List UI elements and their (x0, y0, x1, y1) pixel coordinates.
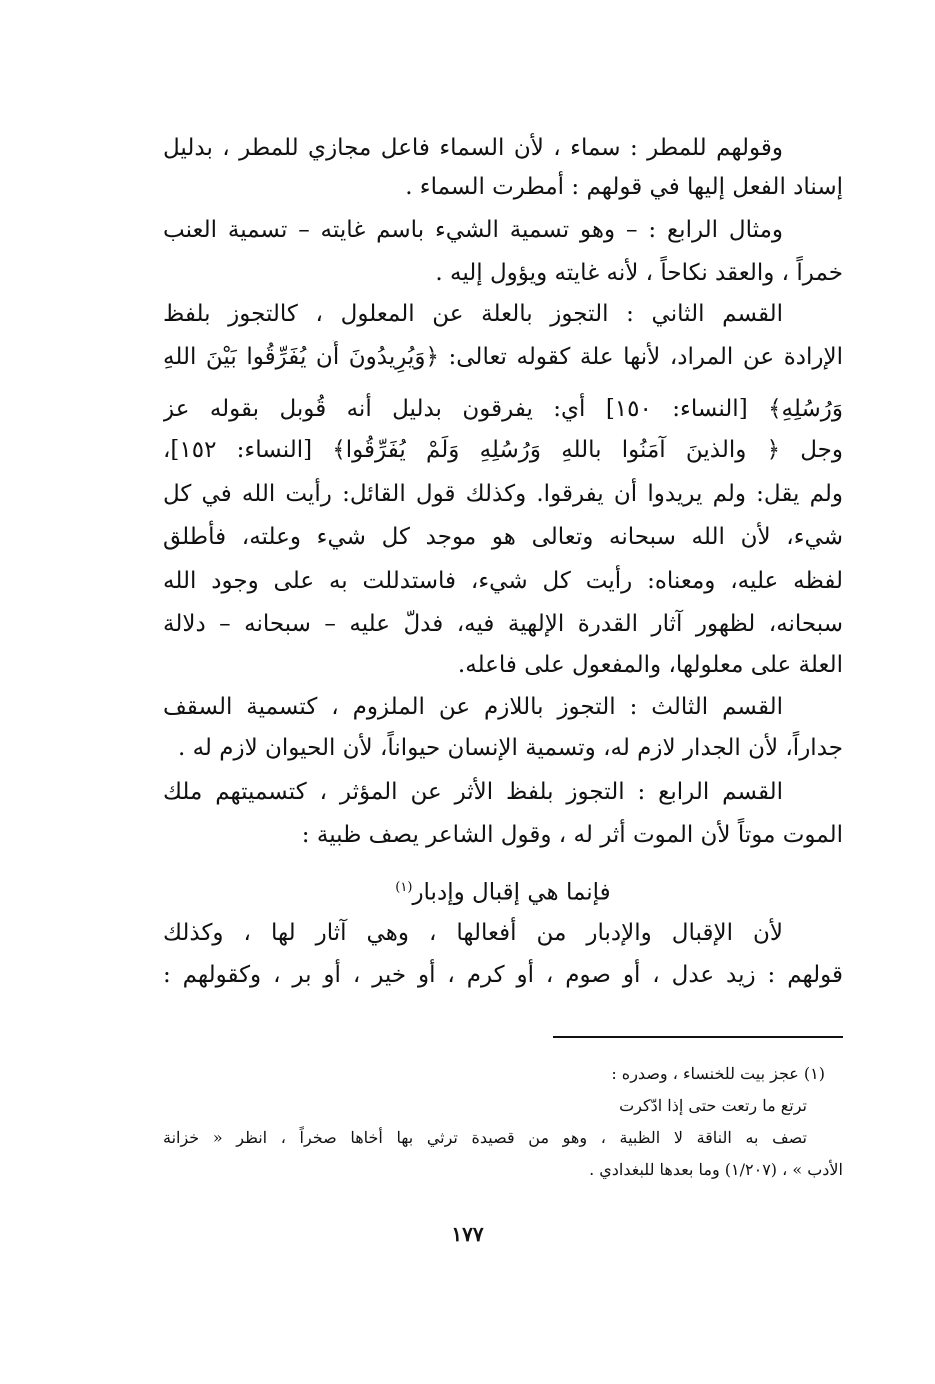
paragraph-line: العلة على معلولها، والمفعول على فاعله. (457, 652, 843, 678)
paragraph-line: وجل ﴿ والذينَ آمَنُوا باللهِ وَرُسُلِهِ وَلَمْ يُفَرِّقُوا﴾ [النساء: ١٥٢]، (163, 437, 843, 463)
footnote-line: (١) عجز بيت للخنساء ، وصدره : (611, 1064, 825, 1083)
footnote-line: الأدب » ، (١/٢٠٧) وما بعدها للبغدادي . (589, 1160, 843, 1179)
paragraph-line: سبحانه، لظهور آثار القدرة الإلهية فيه، فدلّ عليه – سبحانه – دلالة (163, 611, 843, 637)
footnote-line: تصف به الناقة لا الظبية ، وهو من قصيدة ترثي بها أخاها صخراً ، انظر « خزانة (163, 1128, 807, 1147)
paragraph-line: القسم الثاني : التجوز بالعلة عن المعلول ، كالتجوز بلفظ (163, 301, 783, 327)
paragraph-line: إسناد الفعل إليها في قولهم : أمطرت السماء . (405, 174, 843, 200)
paragraph-line: جداراً، لأن الجدار لازم له، وتسمية الإنسان حيواناً، لأن الحيوان لازم له . (177, 735, 843, 761)
paragraph-line: ولم يقل: ولم يريدوا أن يفرقوا. وكذلك قول القائل: رأيت الله في كل (163, 481, 843, 507)
paragraph-line: شيء، لأن الله سبحانه وتعالى هو موجد كل شيء وعلته، فأطلق (163, 524, 843, 550)
paragraph-line: الموت موتاً لأن الموت أثر له ، وقول الشاعر يصف ظبية : (301, 822, 843, 848)
paragraph-line: وَرُسُلِهِ﴾ [النساء: ١٥٠] أي: يفرقون بدليل أنه قُوبل بقوله عز (163, 396, 843, 422)
paragraph-line: القسم الرابع : التجوز بلفظ الأثر عن المؤثر ، كتسميتهم ملك (163, 779, 783, 805)
paragraph-line: ومثال الرابع : – وهو تسمية الشيء باسم غايته – تسمية العنب (163, 217, 783, 243)
paragraph-line: الإرادة عن المراد، لأنها علة كقوله تعالى: ﴿وَيُرِيدُونَ أَن يُفَرِّقُوا بَيْنَ اللهِ (163, 344, 843, 370)
footnote-line: ترتع ما رتعت حتى إذا ادّكرت (619, 1096, 807, 1115)
page-number: ١٧٧ (451, 1222, 484, 1246)
paragraph-line: خمراً ، والعقد نكاحاً ، لأنه غايته ويؤول إليه . (435, 260, 843, 286)
paragraph-line: وقولهم للمطر : سماء ، لأن السماء فاعل مجازي للمطر ، بدليل (163, 135, 783, 161)
paragraph-line: لفظه عليه، ومعناه: رأيت كل شيء، فاستدللت به على وجود الله (163, 568, 843, 594)
footnotes (163, 0, 843, 1200)
paragraph-line: قولهم : زيد عدل ، أو صوم ، أو كرم ، أو خير ، أو بر ، وكقولهم : (163, 962, 843, 988)
paragraph-line: لأن الإقبال والإدبار من أفعالها ، وهي آثار لها ، وكذلك (163, 920, 783, 946)
paragraph-line: القسم الثالث : التجوز باللازم عن الملزوم ، كتسمية السقف (163, 694, 783, 720)
verse-text: فإنما هي إقبال وإدبار (412, 879, 611, 906)
footnote-marker: (١) (395, 880, 413, 895)
